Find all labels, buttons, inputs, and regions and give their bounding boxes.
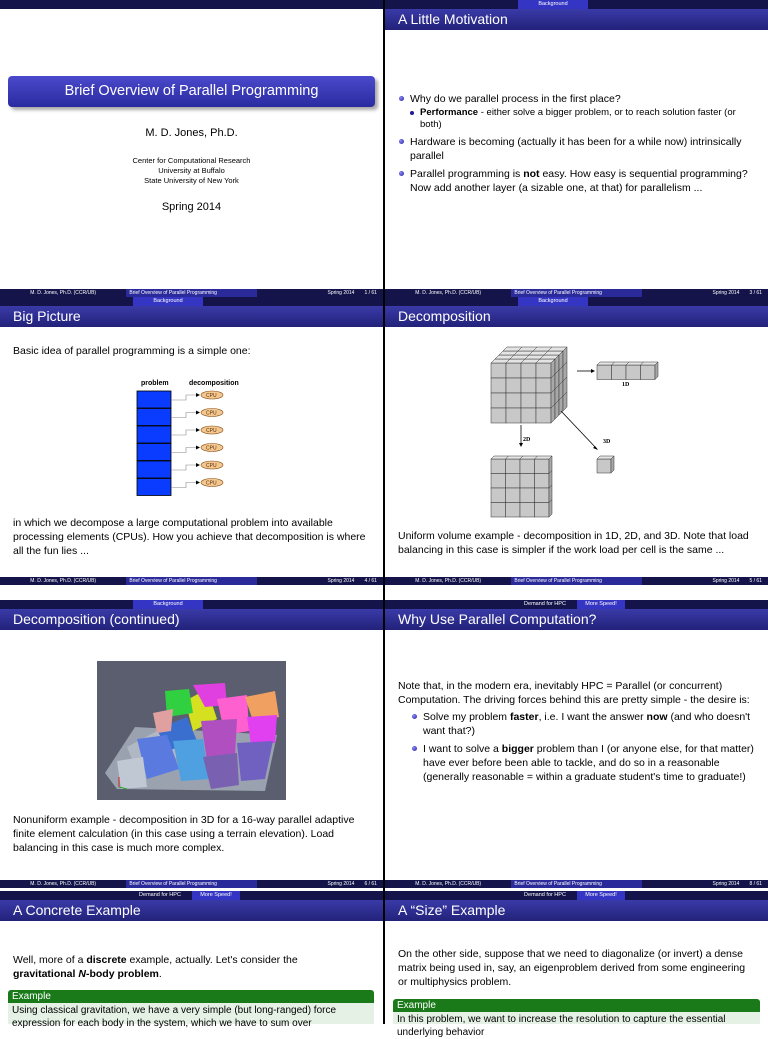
footer-title: Brief Overview of Parallel Programming bbox=[511, 880, 641, 888]
section-label: Background bbox=[133, 297, 203, 306]
cube-cell bbox=[597, 365, 612, 380]
footer bbox=[385, 880, 768, 888]
footer-author: M. D. Jones, Ph.D. (CCR/UB) bbox=[0, 289, 126, 297]
slide-size-example bbox=[385, 891, 768, 1038]
cpu-label: CPU bbox=[206, 463, 217, 469]
cube-side-cell bbox=[611, 456, 614, 473]
subsection-label: More Speed! bbox=[577, 891, 625, 900]
sub-bullet: Performance - either solve a bigger problem, or to reach solution faster (or both) bbox=[410, 107, 756, 131]
cube-cell bbox=[491, 488, 506, 503]
footer-author: M. D. Jones, Ph.D. (CCR/UB) bbox=[385, 577, 511, 585]
connector-line bbox=[171, 483, 198, 488]
cpu-label: CPU bbox=[206, 410, 217, 417]
cube-cell bbox=[491, 393, 506, 408]
cube-cell bbox=[491, 408, 506, 423]
fig-label-problem: problem bbox=[141, 380, 169, 387]
arrow-head bbox=[196, 393, 200, 397]
footer-date: Spring 2014 bbox=[327, 578, 355, 584]
cube-cell bbox=[491, 474, 506, 489]
cube-cell bbox=[536, 393, 551, 408]
example-header: Example bbox=[8, 990, 374, 1003]
decomposition-figure bbox=[130, 375, 260, 497]
cube-cell bbox=[521, 393, 536, 408]
connector-line bbox=[171, 413, 198, 418]
slide-heading: Decomposition (continued) bbox=[0, 609, 383, 630]
body-text: On the other side, suppose that we need to diagonalize (or invert) a dense matrix being used in, say, an eigenproblem derived from some engineering or multiphysics problem. bbox=[398, 948, 746, 988]
arrow-head bbox=[196, 463, 200, 467]
fig-label-decomposition: decomposition bbox=[189, 380, 239, 387]
section-bar bbox=[0, 600, 383, 609]
footer-date: Spring 2014 bbox=[327, 290, 355, 296]
footer-author: M. D. Jones, Ph.D. (CCR/UB) bbox=[0, 577, 126, 585]
arrow-head bbox=[196, 481, 200, 485]
problem-block bbox=[137, 391, 171, 408]
footer bbox=[385, 577, 768, 585]
example-body: Using classical gravitation, we have a very simple (but long-ranged) force expression for each body in the system, which we have to sum over bbox=[8, 1003, 374, 1024]
slide-heading: A Little Motivation bbox=[385, 9, 768, 30]
footer-date: Spring 2014 bbox=[712, 881, 740, 887]
cube-cell bbox=[535, 503, 550, 518]
footer-title: Brief Overview of Parallel Programming bbox=[126, 289, 256, 297]
section-label: Demand for HPC bbox=[524, 601, 566, 607]
institution-2: University at Buffalo bbox=[158, 166, 225, 175]
cube-cell bbox=[520, 459, 535, 474]
slide-motivation bbox=[385, 0, 768, 297]
problem-block bbox=[137, 426, 171, 443]
page-number: 8 / 61 bbox=[749, 881, 762, 887]
footer-date: Spring 2014 bbox=[327, 881, 355, 887]
cube-cell bbox=[612, 365, 627, 380]
cube-cell bbox=[521, 378, 536, 393]
footer-title: Brief Overview of Parallel Programming bbox=[126, 880, 256, 888]
arrow-head bbox=[196, 446, 200, 450]
section-bar bbox=[385, 891, 768, 900]
cube-cell bbox=[506, 488, 521, 503]
slide-heading: Big Picture bbox=[0, 306, 383, 327]
section-label: Demand for HPC bbox=[139, 892, 181, 898]
section-bar bbox=[0, 297, 383, 306]
example-header: Example bbox=[393, 999, 760, 1012]
section-bar bbox=[0, 891, 383, 900]
cube-cell bbox=[491, 378, 506, 393]
cube-cell bbox=[491, 459, 506, 474]
cube-cell bbox=[521, 363, 536, 378]
slide-divider-vertical bbox=[383, 0, 385, 1024]
footer-title: Brief Overview of Parallel Programming bbox=[511, 577, 641, 585]
cube-cell bbox=[491, 503, 506, 518]
section-bar bbox=[385, 0, 768, 9]
cube-cell bbox=[535, 488, 550, 503]
cube-cell bbox=[641, 365, 656, 380]
cube-cell bbox=[520, 474, 535, 489]
cube-cell bbox=[506, 363, 521, 378]
body-text: Uniform volume example - decomposition in 1D, 2D, and 3D. Note that load balancing in this case is simpler if the work load per cell is the same ... bbox=[398, 530, 749, 556]
footer-author: M. D. Jones, Ph.D. (CCR/UB) bbox=[385, 289, 511, 297]
slide-body bbox=[398, 92, 756, 199]
slide-title bbox=[0, 0, 383, 297]
label-1d: 1D bbox=[622, 382, 630, 388]
problem-block bbox=[137, 461, 171, 478]
footer bbox=[0, 577, 383, 585]
slide-heading: A “Size” Example bbox=[385, 900, 768, 921]
institution-1: Center for Computational Research bbox=[132, 156, 251, 165]
arrow-head bbox=[196, 411, 200, 415]
cpu-label: CPU bbox=[206, 393, 217, 399]
problem-block bbox=[137, 444, 171, 461]
cube-cell bbox=[506, 503, 521, 518]
bullet: I want to solve a bigger problem than I (or anyone else, for that matter) have ever before been able to tackle, and do so in a reasonable (generally reasonable = within a graduate student's time to graduate!) bbox=[411, 742, 756, 784]
cube-cell bbox=[597, 459, 611, 473]
section-bar bbox=[385, 600, 768, 609]
connector-line bbox=[171, 465, 198, 470]
cpu-label: CPU bbox=[206, 445, 217, 452]
terrain-partition-image bbox=[97, 661, 286, 800]
arrow-head bbox=[196, 428, 200, 432]
slide-heading: Decomposition bbox=[385, 306, 768, 327]
footer-author: M. D. Jones, Ph.D. (CCR/UB) bbox=[0, 880, 126, 888]
page-number: 5 / 61 bbox=[749, 578, 762, 584]
intro-text: Basic idea of parallel programming is a simple one: bbox=[13, 345, 251, 357]
subsection-label: More Speed! bbox=[192, 891, 240, 900]
slide-body bbox=[398, 679, 756, 788]
slide-body: Well, more of a discrete example, actually. Let's consider the gravitational N-body problem. bbox=[13, 954, 298, 980]
cube-cell bbox=[626, 365, 641, 380]
section-label: Background bbox=[133, 600, 203, 609]
page-number: 4 / 61 bbox=[364, 578, 377, 584]
bullet: Hardware is becoming (actually it has been for a while now) intrinsically parallel bbox=[398, 135, 756, 163]
connector-line bbox=[171, 430, 198, 435]
slide-heading: A Concrete Example bbox=[0, 900, 383, 921]
page-number: 1 / 61 bbox=[364, 290, 377, 296]
page-number: 3 / 61 bbox=[749, 290, 762, 296]
slide-concrete-example bbox=[0, 891, 383, 1029]
problem-block bbox=[137, 409, 171, 426]
cpu-label: CPU bbox=[206, 428, 217, 434]
title-box: Brief Overview of Parallel Programming bbox=[8, 76, 375, 107]
date: Spring 2014 bbox=[161, 201, 222, 213]
footer-title: Brief Overview of Parallel Programming bbox=[126, 577, 256, 585]
cube-cell bbox=[536, 378, 551, 393]
institution-3: State University of New York bbox=[144, 176, 239, 185]
label-3d: 3D bbox=[603, 439, 611, 445]
section-label: Background bbox=[518, 0, 588, 9]
section-label: Background bbox=[518, 297, 588, 306]
body-text: Nonuniform example - decomposition in 3D for a 16-way parallel adaptive finite element calculation (in this case using a terrain elevation). Load balancing in this case is much more complex. bbox=[13, 814, 355, 854]
cube-cell bbox=[536, 363, 551, 378]
slide-decomposition-continued bbox=[0, 600, 383, 888]
footer-author: M. D. Jones, Ph.D. (CCR/UB) bbox=[385, 880, 511, 888]
bullet: Why do we parallel process in the first place? Performance - either solve a bigger problem, or to reach solution faster (or both) bbox=[398, 92, 756, 131]
connector-line bbox=[171, 448, 198, 453]
intro-text: Note that, in the modern era, inevitably HPC = Parallel (or concurrent) Computation. The driving forces behind this are pretty simple - the desire is: bbox=[398, 680, 750, 706]
slide-why-parallel bbox=[385, 600, 768, 888]
cpu-label: CPU bbox=[206, 480, 217, 487]
example-body: In this problem, we want to increase the resolution to capture the essential underlying behavior bbox=[393, 1012, 760, 1024]
cube-cell bbox=[535, 459, 550, 474]
footer-date: Spring 2014 bbox=[712, 290, 740, 296]
cube-side-cell bbox=[549, 500, 552, 518]
cube-cell bbox=[506, 474, 521, 489]
subsection-label: More Speed! bbox=[577, 600, 625, 609]
author: M. D. Jones, Ph.D. bbox=[145, 127, 238, 139]
connector-line bbox=[171, 395, 198, 400]
footer bbox=[0, 289, 383, 297]
body-text: in which we decompose a large computational problem into available processing elements (CPUs). How you achieve that decomposition is where all the fun lies ... bbox=[13, 517, 366, 557]
cube-cell bbox=[521, 408, 536, 423]
cube-decomposition-figure bbox=[485, 341, 685, 519]
cube-cell bbox=[536, 408, 551, 423]
bullet: Parallel programming is not easy. How easy is sequential programming? Now add another layer (a sizable one, at that) for parallelism ... bbox=[398, 167, 756, 195]
cube-cell bbox=[506, 459, 521, 474]
footer-title: Brief Overview of Parallel Programming bbox=[511, 289, 641, 297]
section-bar bbox=[385, 297, 768, 306]
cube-cell bbox=[491, 363, 506, 378]
footer-date: Spring 2014 bbox=[712, 578, 740, 584]
slide-big-picture bbox=[0, 297, 383, 585]
problem-block bbox=[137, 479, 171, 496]
slide-heading: Why Use Parallel Computation? bbox=[385, 609, 768, 630]
cube-cell bbox=[520, 503, 535, 518]
label-2d: 2D bbox=[523, 437, 531, 443]
page-number: 6 / 61 bbox=[364, 881, 377, 887]
cube-cell bbox=[506, 408, 521, 423]
section-bar bbox=[0, 0, 383, 9]
cube-cell bbox=[506, 393, 521, 408]
cube-cell bbox=[535, 474, 550, 489]
slide-decomposition bbox=[385, 297, 768, 585]
footer bbox=[385, 289, 768, 297]
cube-cell bbox=[520, 488, 535, 503]
cube-cell bbox=[506, 378, 521, 393]
section-label: Demand for HPC bbox=[524, 892, 566, 898]
cube-side-cell bbox=[655, 362, 658, 380]
bullet: Solve my problem faster, i.e. I want the answer now (and who doesn't want that?) bbox=[411, 710, 756, 738]
footer bbox=[0, 880, 383, 888]
